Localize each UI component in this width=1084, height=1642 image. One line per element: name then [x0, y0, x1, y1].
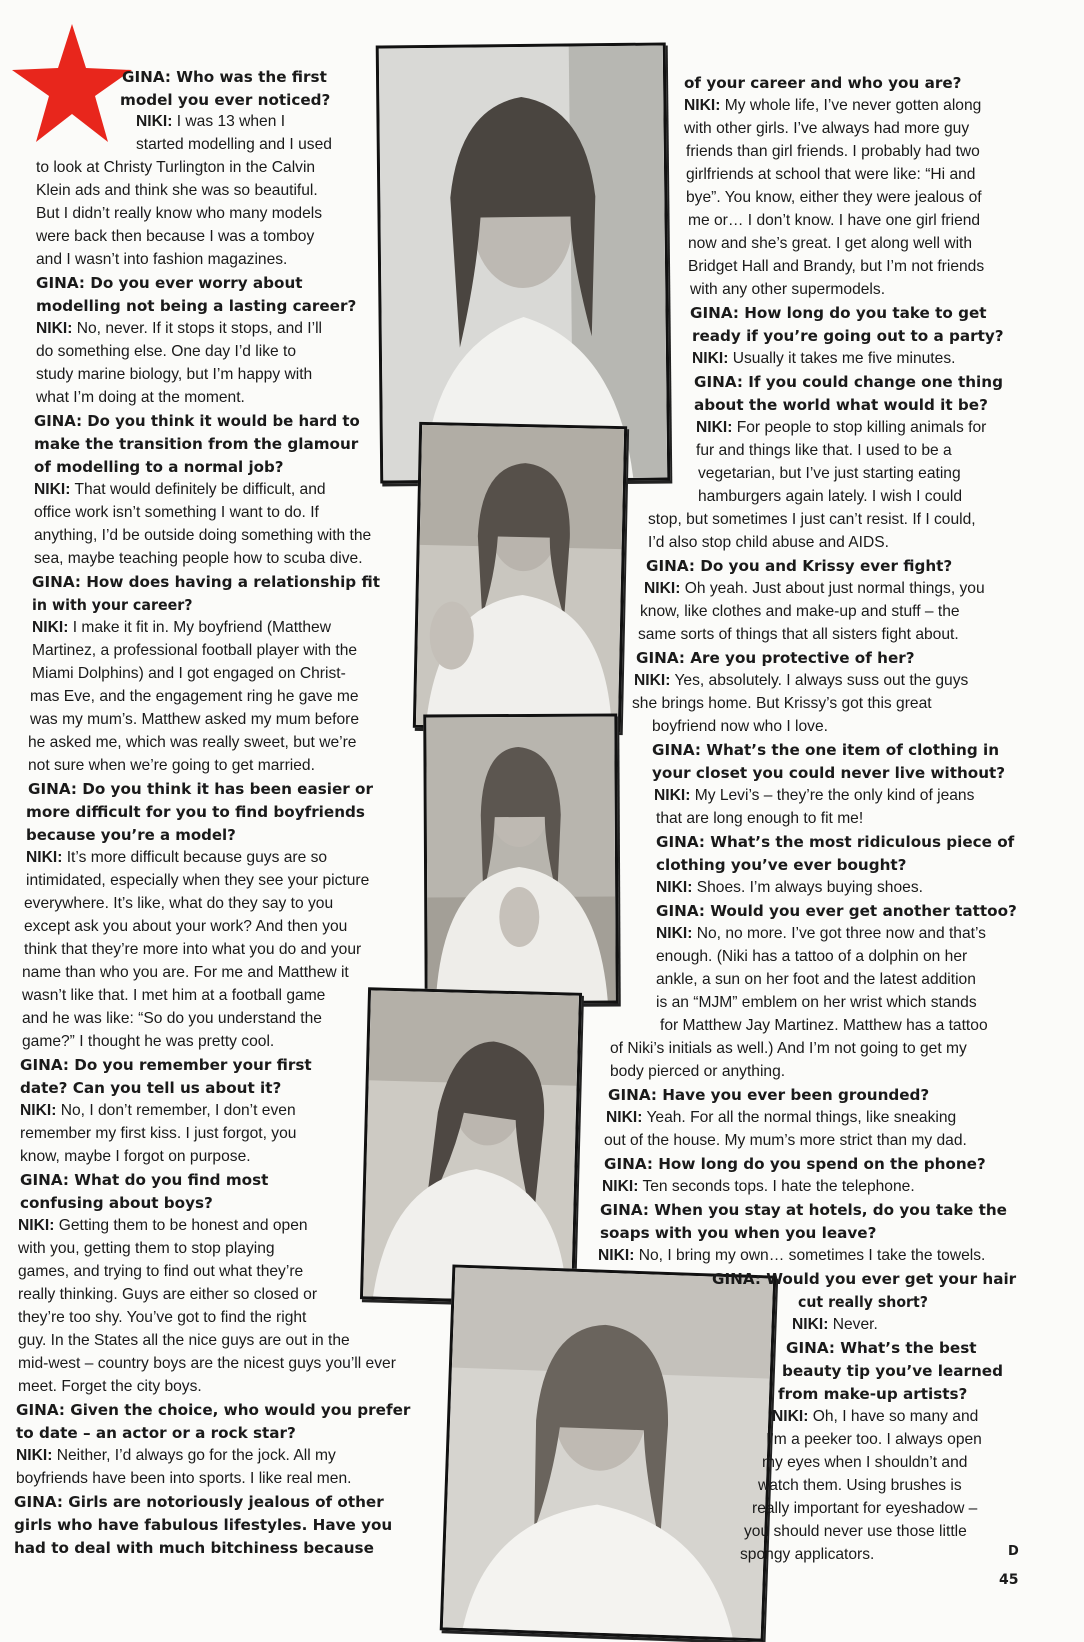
line-text: to look at Christy Turlington in the Calvin — [36, 159, 316, 176]
answer-line — [20, 1100, 364, 1123]
question-line — [20, 1054, 366, 1077]
line-text: GINA: Do you think it has been easier or — [28, 780, 373, 798]
line-text: I make it fit in. My boyfriend (Matthew — [68, 619, 331, 636]
speaker-label: NIKI: — [656, 925, 693, 942]
answer-line — [656, 946, 1030, 969]
speaker-label: NIKI: — [772, 1408, 809, 1425]
answer-line — [18, 1284, 344, 1307]
line-text: to date – an actor or a rock star? — [16, 1424, 296, 1442]
line-text: mid-west – country boys are the nicest guys you’ll ever — [18, 1355, 396, 1372]
answer-line — [18, 1261, 346, 1284]
line-text: GINA: Are you protective of her? — [636, 649, 915, 667]
answer-line — [36, 364, 360, 387]
question-line — [26, 801, 410, 824]
question-line — [36, 272, 360, 295]
speaker-label: NIKI: — [792, 1316, 829, 1333]
photo-portrait-looking-down — [360, 987, 582, 1304]
line-text: because you’re a model? — [26, 826, 236, 844]
line-text: GINA: Do you remember your first — [20, 1056, 312, 1074]
line-text: of Niki’s initials as well.) And I’m not going to get my — [610, 1040, 967, 1057]
line-text: intimidated, especially when they see your picture — [26, 872, 370, 889]
question-line — [34, 410, 360, 433]
question-line — [600, 1222, 900, 1245]
question-line — [16, 1399, 440, 1422]
line-text: really thinking. Guys are either so closed or — [18, 1286, 318, 1303]
speaker-label: NIKI: — [20, 1102, 57, 1119]
question-line — [692, 325, 1012, 348]
question-line — [36, 295, 360, 318]
speaker-label: NIKI: — [36, 320, 73, 337]
line-text: with other girls. I’ve always had more guy — [684, 120, 970, 137]
answer-line — [632, 693, 1034, 716]
line-text: my eyes when I shouldn’t and — [762, 1454, 968, 1471]
line-text: spongy applicators. — [740, 1546, 875, 1563]
line-text: hamburgers again lately. I wish I could — [698, 488, 963, 505]
answer-line — [36, 249, 306, 272]
line-text: meet. Forget the city boys. — [18, 1378, 202, 1395]
answer-line — [20, 1123, 364, 1146]
line-text: he asked me, which was really sweet, but we’re — [28, 734, 357, 751]
line-text: For people to stop killing animals for — [732, 419, 987, 436]
line-text: GINA: How does having a relationship fit — [32, 573, 380, 591]
line-text: think that they’re more into what you do and your — [24, 941, 362, 958]
answer-line — [36, 318, 360, 341]
answer-line — [740, 1544, 900, 1567]
question-line — [600, 1199, 1024, 1222]
question-line — [20, 1169, 364, 1192]
line-text: model you ever noticed? — [120, 91, 331, 109]
line-text: name than who you are. For me and Matthew it — [22, 964, 349, 981]
question-line — [34, 433, 360, 456]
line-text: about the world what would it be? — [694, 396, 988, 414]
question-line — [32, 571, 410, 594]
line-text: Getting them to be honest and open — [54, 1217, 308, 1234]
question-line — [656, 854, 916, 877]
line-text: now and she’s great. I get along well with — [688, 235, 973, 252]
answer-line — [688, 210, 1042, 233]
line-text: Usually it takes me five minutes. — [728, 350, 956, 367]
answer-line — [24, 939, 412, 962]
line-text: GINA: Who was the first — [122, 68, 327, 86]
line-text: GINA: When you stay at hotels, do you take the — [600, 1201, 1007, 1219]
question-line — [786, 1337, 1022, 1360]
speaker-label: NIKI: — [602, 1178, 639, 1195]
page-number: 45 — [999, 1572, 1019, 1588]
line-text: ankle, a sun on her foot and the latest addition — [656, 971, 976, 988]
answer-line — [18, 1376, 228, 1399]
question-line — [28, 778, 410, 801]
line-text: was my mum’s. Matthew asked my mum before — [30, 711, 360, 728]
line-text: out of the house. My mum’s more strict than my dad. — [604, 1132, 967, 1149]
question-line — [20, 1192, 230, 1215]
line-text: vegetarian, but I’ve just starting eating — [698, 465, 961, 482]
answer-line — [604, 1130, 1014, 1153]
question-line — [646, 555, 976, 578]
question-line — [694, 394, 1004, 417]
line-text: My Levi’s – they’re the only kind of jeans — [690, 787, 975, 804]
line-text: wasn’t like that. I met him at a football game — [22, 987, 326, 1004]
line-text: GINA: Have you ever been grounded? — [608, 1086, 930, 1104]
line-text: boyfriends have been into sports. I like real men. — [16, 1470, 352, 1487]
answer-line — [648, 532, 918, 555]
line-text: GINA: What’s the most ridiculous piece of — [656, 833, 1015, 851]
speaker-label: NIKI: — [34, 481, 71, 498]
answer-line — [136, 111, 360, 134]
line-text: of modelling to a normal job? — [34, 458, 284, 476]
answer-line — [16, 1445, 428, 1468]
line-text: know, like clothes and make-up and stuff – the — [640, 603, 960, 620]
answer-line — [36, 157, 360, 180]
line-text: more difficult for you to find boyfriends — [26, 803, 365, 821]
line-text: GINA: Given the choice, who would you prefer — [16, 1401, 411, 1419]
line-text: GINA: Do you think it would be hard to — [34, 412, 360, 430]
answer-line — [22, 962, 412, 985]
line-text: is an “MJM” emblem on her wrist which stands — [656, 994, 977, 1011]
answer-line — [26, 847, 410, 870]
line-text: really important for eyeshadow – — [752, 1500, 978, 1517]
line-text: Yeah. For all the normal things, like sneaking — [642, 1109, 957, 1126]
line-text: No, I don’t remember, I don’t even — [56, 1102, 296, 1119]
line-text: stop, but sometimes I just can’t resist. If I could, — [648, 511, 976, 528]
question-line — [782, 1360, 1022, 1383]
speaker-label: NIKI: — [606, 1109, 643, 1126]
answer-line — [34, 502, 412, 525]
answer-line — [602, 1176, 932, 1199]
question-line — [712, 1268, 1022, 1291]
line-text: GINA: Do you ever worry about — [36, 274, 303, 292]
line-text: that are long enough to fit me! — [656, 810, 864, 827]
line-text: your closet you could never live without? — [652, 764, 1006, 782]
answer-line — [32, 617, 400, 640]
question-line — [120, 89, 360, 112]
line-text: ready if you’re going out to a party? — [692, 327, 1004, 345]
line-text: I’d also stop child abuse and AIDS. — [648, 534, 889, 551]
answer-line — [698, 463, 1038, 486]
speaker-label: NIKI: — [692, 350, 729, 367]
answer-line — [22, 985, 368, 1008]
line-text: My whole life, I’ve never gotten along — [720, 97, 982, 114]
question-line — [14, 1514, 414, 1537]
line-text: of your career and who you are? — [684, 74, 962, 92]
speaker-label: NIKI: — [696, 419, 733, 436]
speaker-label: NIKI: — [656, 879, 693, 896]
question-line — [608, 1084, 948, 1107]
answer-line — [684, 95, 1042, 118]
end-mark: D — [1008, 1544, 1019, 1559]
answer-line — [34, 479, 372, 502]
line-text: what I’m doing at the moment. — [36, 389, 245, 406]
answer-line — [656, 969, 1030, 992]
answer-line — [652, 716, 852, 739]
line-text: girlfriends at school that were like: “Hi and — [686, 166, 976, 183]
line-text: enough. (Niki has a tattoo of a dolphin on her — [656, 948, 968, 965]
answer-line — [792, 1314, 902, 1337]
line-text: GINA: Girls are notoriously jealous of other — [14, 1493, 384, 1511]
red-star-icon — [10, 22, 134, 146]
line-text: sea, maybe teaching people how to scuba dive. — [34, 550, 363, 567]
line-text: games, and trying to find out what they’re — [18, 1263, 304, 1280]
question-line — [684, 72, 984, 95]
answer-line — [758, 1475, 1022, 1498]
line-text: Oh yeah. Just about just normal things, you — [680, 580, 985, 597]
question-line — [652, 762, 1032, 785]
answer-line — [36, 387, 266, 410]
line-text: in with your career? — [32, 596, 193, 614]
answer-line — [18, 1238, 354, 1261]
line-text: know, maybe I forgot on purpose. — [20, 1148, 251, 1165]
answer-line — [18, 1215, 354, 1238]
line-text: Bridget Hall and Brandy, but I’m not friends — [688, 258, 985, 275]
line-text: she brings home. But Krissy’s got this great — [632, 695, 932, 712]
line-text: No, I bring my own… sometimes I take the towels. — [634, 1247, 986, 1264]
question-line — [636, 647, 936, 670]
line-text: game?” I thought he was pretty cool. — [22, 1033, 275, 1050]
answer-line — [30, 709, 392, 732]
answer-line — [656, 877, 962, 900]
line-text: cut really short? — [798, 1293, 928, 1311]
line-text: study marine biology, but I’m happy with — [36, 366, 313, 383]
line-text: anything, I’d be outside doing something with the — [34, 527, 372, 544]
line-text: date? Can you tell us about it? — [20, 1079, 282, 1097]
answer-line — [32, 640, 400, 663]
line-text: Miami Dolphins) and I got engaged on Christ- — [32, 665, 346, 682]
line-text: make the transition from the glamour — [34, 435, 359, 453]
answer-line — [16, 1468, 376, 1491]
answer-line — [688, 233, 1042, 256]
answer-line — [684, 118, 1042, 141]
answer-line — [32, 663, 394, 686]
question-line — [656, 831, 1032, 854]
line-text: GINA: Would you ever get another tattoo? — [656, 902, 1017, 920]
speaker-label: NIKI: — [598, 1247, 635, 1264]
question-line — [32, 594, 192, 617]
answer-line — [18, 1353, 450, 1376]
answer-line — [686, 187, 1042, 210]
line-text: same sorts of things that all sisters fight about. — [638, 626, 959, 643]
line-text: girls who have fabulous lifestyles. Have you — [14, 1516, 393, 1534]
line-text: No, no more. I’ve got three now and that’s — [692, 925, 986, 942]
line-text: No, never. If it stops it stops, and I’ll — [72, 320, 323, 337]
line-text: with you, getting them to stop playing — [18, 1240, 275, 1257]
answer-line — [36, 341, 360, 364]
answer-line — [696, 417, 1038, 440]
answer-line — [648, 509, 1038, 532]
photo-portrait-laughing — [440, 1264, 777, 1641]
answer-line — [688, 256, 1042, 279]
line-text: watch them. Using brushes is — [758, 1477, 962, 1494]
line-text: were back then because I was a tomboy — [36, 228, 315, 245]
speaker-label: NIKI: — [16, 1447, 53, 1464]
answer-line — [30, 686, 394, 709]
answer-line — [656, 808, 896, 831]
line-text: GINA: What do you find most — [20, 1171, 269, 1189]
answer-line — [660, 1015, 1030, 1038]
line-text: Ten seconds tops. I hate the telephone. — [638, 1178, 915, 1195]
question-line — [690, 302, 1042, 325]
line-text: do something else. One day I’d like to — [36, 343, 297, 360]
answer-line — [24, 916, 412, 939]
photo-portrait-waving — [413, 422, 627, 732]
answer-line — [28, 732, 364, 755]
line-text: except ask you about your work? And then you — [24, 918, 348, 935]
line-text: clothing you’ve ever bought? — [656, 856, 907, 874]
question-line — [14, 1537, 406, 1560]
line-text: not sure when we’re going to get married. — [28, 757, 315, 774]
line-text: confusing about boys? — [20, 1194, 213, 1212]
answer-line — [640, 601, 1036, 624]
question-line — [694, 371, 1038, 394]
answer-line — [686, 164, 1042, 187]
speaker-label: NIKI: — [684, 97, 721, 114]
line-text: you should never use those little — [744, 1523, 967, 1540]
question-line — [652, 739, 1032, 762]
answer-line — [698, 486, 1038, 509]
answer-line — [634, 670, 1034, 693]
line-text: mas Eve, and the engagement ring he gave me — [30, 688, 359, 705]
answer-line — [28, 755, 344, 778]
answer-line — [606, 1107, 1026, 1130]
line-text: friends than girl friends. I probably had two — [686, 143, 980, 160]
line-text: GINA: Would you ever get your hair — [712, 1270, 1017, 1288]
question-line — [798, 1291, 928, 1314]
answer-line — [136, 134, 360, 157]
photo-portrait-hands-in-hair — [376, 42, 671, 483]
question-line — [34, 456, 284, 479]
question-line — [16, 1422, 316, 1445]
answer-line — [772, 1406, 1022, 1429]
line-text: body pierced or anything. — [610, 1063, 786, 1080]
line-text: they’re too shy. You’ve got to find the right — [18, 1309, 307, 1326]
photo-portrait-hands-clasped — [423, 713, 619, 1004]
answer-line — [20, 1146, 272, 1169]
speaker-label: NIKI: — [26, 849, 63, 866]
question-line — [778, 1383, 968, 1406]
answer-line — [644, 578, 1036, 601]
answer-line — [610, 1061, 810, 1084]
answer-line — [18, 1307, 344, 1330]
answer-line — [656, 923, 1030, 946]
answer-line — [34, 525, 412, 548]
answer-line — [638, 624, 996, 647]
line-text: GINA: How long do you spend on the phone? — [604, 1155, 986, 1173]
speaker-label: NIKI: — [18, 1217, 55, 1234]
line-text: beauty tip you’ve learned — [782, 1362, 1003, 1380]
speaker-label: NIKI: — [644, 580, 681, 597]
line-text: GINA: If you could change one thing — [694, 373, 1003, 391]
answer-line — [610, 1038, 1028, 1061]
line-text: Neither, I’d always go for the jock. All my — [52, 1447, 336, 1464]
line-text: Yes, absolutely. I always suss out the guys — [670, 672, 969, 689]
answer-line — [744, 1521, 1022, 1544]
line-text: everywhere. It’s like, what do they say to you — [24, 895, 334, 912]
answer-line — [654, 785, 1032, 808]
line-text: I was 13 when I — [172, 113, 286, 130]
line-text: Oh, I have so many and — [808, 1408, 979, 1425]
answer-line — [656, 992, 1030, 1015]
answer-line — [692, 348, 992, 371]
line-text: boyfriend now who I love. — [652, 718, 828, 735]
answer-line — [36, 203, 360, 226]
answer-line — [36, 226, 360, 249]
line-text: Shoes. I’m always buying shoes. — [692, 879, 923, 896]
speaker-label: NIKI: — [136, 113, 173, 130]
answer-line — [766, 1429, 1022, 1452]
line-text: for Matthew Jay Martinez. Matthew has a tattoo — [660, 1017, 988, 1034]
question-line — [656, 900, 1030, 923]
question-line — [604, 1153, 988, 1176]
line-text: with any other supermodels. — [690, 281, 886, 298]
answer-line — [598, 1245, 1022, 1268]
line-text: bye”. You know, either they were jealous of — [686, 189, 982, 206]
line-text: But I didn’t really know who many models — [36, 205, 323, 222]
speaker-label: NIKI: — [32, 619, 69, 636]
line-text: GINA: What’s the best — [786, 1339, 977, 1357]
answer-line — [762, 1452, 1022, 1475]
answer-line — [22, 1008, 368, 1031]
answer-line — [36, 180, 360, 203]
answer-line — [690, 279, 950, 302]
line-text: guy. In the States all the nice guys are out in the — [18, 1332, 350, 1349]
speaker-label: NIKI: — [654, 787, 691, 804]
speaker-label: NIKI: — [634, 672, 671, 689]
line-text: from make-up artists? — [778, 1385, 968, 1403]
answer-line — [686, 141, 1042, 164]
answer-line — [18, 1330, 456, 1353]
line-text: It’s more difficult because guys are so — [62, 849, 328, 866]
line-text: fur and things like that. I used to be a — [696, 442, 952, 459]
answer-line — [22, 1031, 298, 1054]
question-line — [26, 824, 236, 847]
question-line — [122, 66, 360, 89]
line-text: GINA: Do you and Krissy ever fight? — [646, 557, 953, 575]
line-text: Klein ads and think she was so beautiful. — [36, 182, 318, 199]
line-text: and he was like: “So do you understand the — [22, 1010, 322, 1027]
line-text: That would definitely be difficult, and — [70, 481, 326, 498]
line-text: I’m a peeker too. I always open — [766, 1431, 982, 1448]
line-text: started modelling and I used — [136, 136, 332, 153]
line-text: and I wasn’t into fashion magazines. — [36, 251, 288, 268]
line-text: Martinez, a professional football player with the — [32, 642, 358, 659]
line-text: soaps with you when you leave? — [600, 1224, 877, 1242]
question-line — [20, 1077, 290, 1100]
line-text: Never. — [828, 1316, 878, 1333]
line-text: me or… I don’t know. I have one girl friend — [688, 212, 981, 229]
answer-line — [696, 440, 1038, 463]
answer-line — [26, 870, 410, 893]
question-line — [14, 1491, 418, 1514]
answer-line — [24, 893, 410, 916]
line-text: office work isn’t something I want to do. If — [34, 504, 319, 521]
line-text: GINA: What’s the one item of clothing in — [652, 741, 1000, 759]
answer-line — [34, 548, 384, 571]
answer-line — [752, 1498, 1022, 1521]
line-text: modelling not being a lasting career? — [36, 297, 357, 315]
line-text: GINA: How long do you take to get — [690, 304, 987, 322]
line-text: had to deal with much bitchiness because — [14, 1539, 374, 1557]
line-text: remember my first kiss. I just forgot, you — [20, 1125, 297, 1142]
